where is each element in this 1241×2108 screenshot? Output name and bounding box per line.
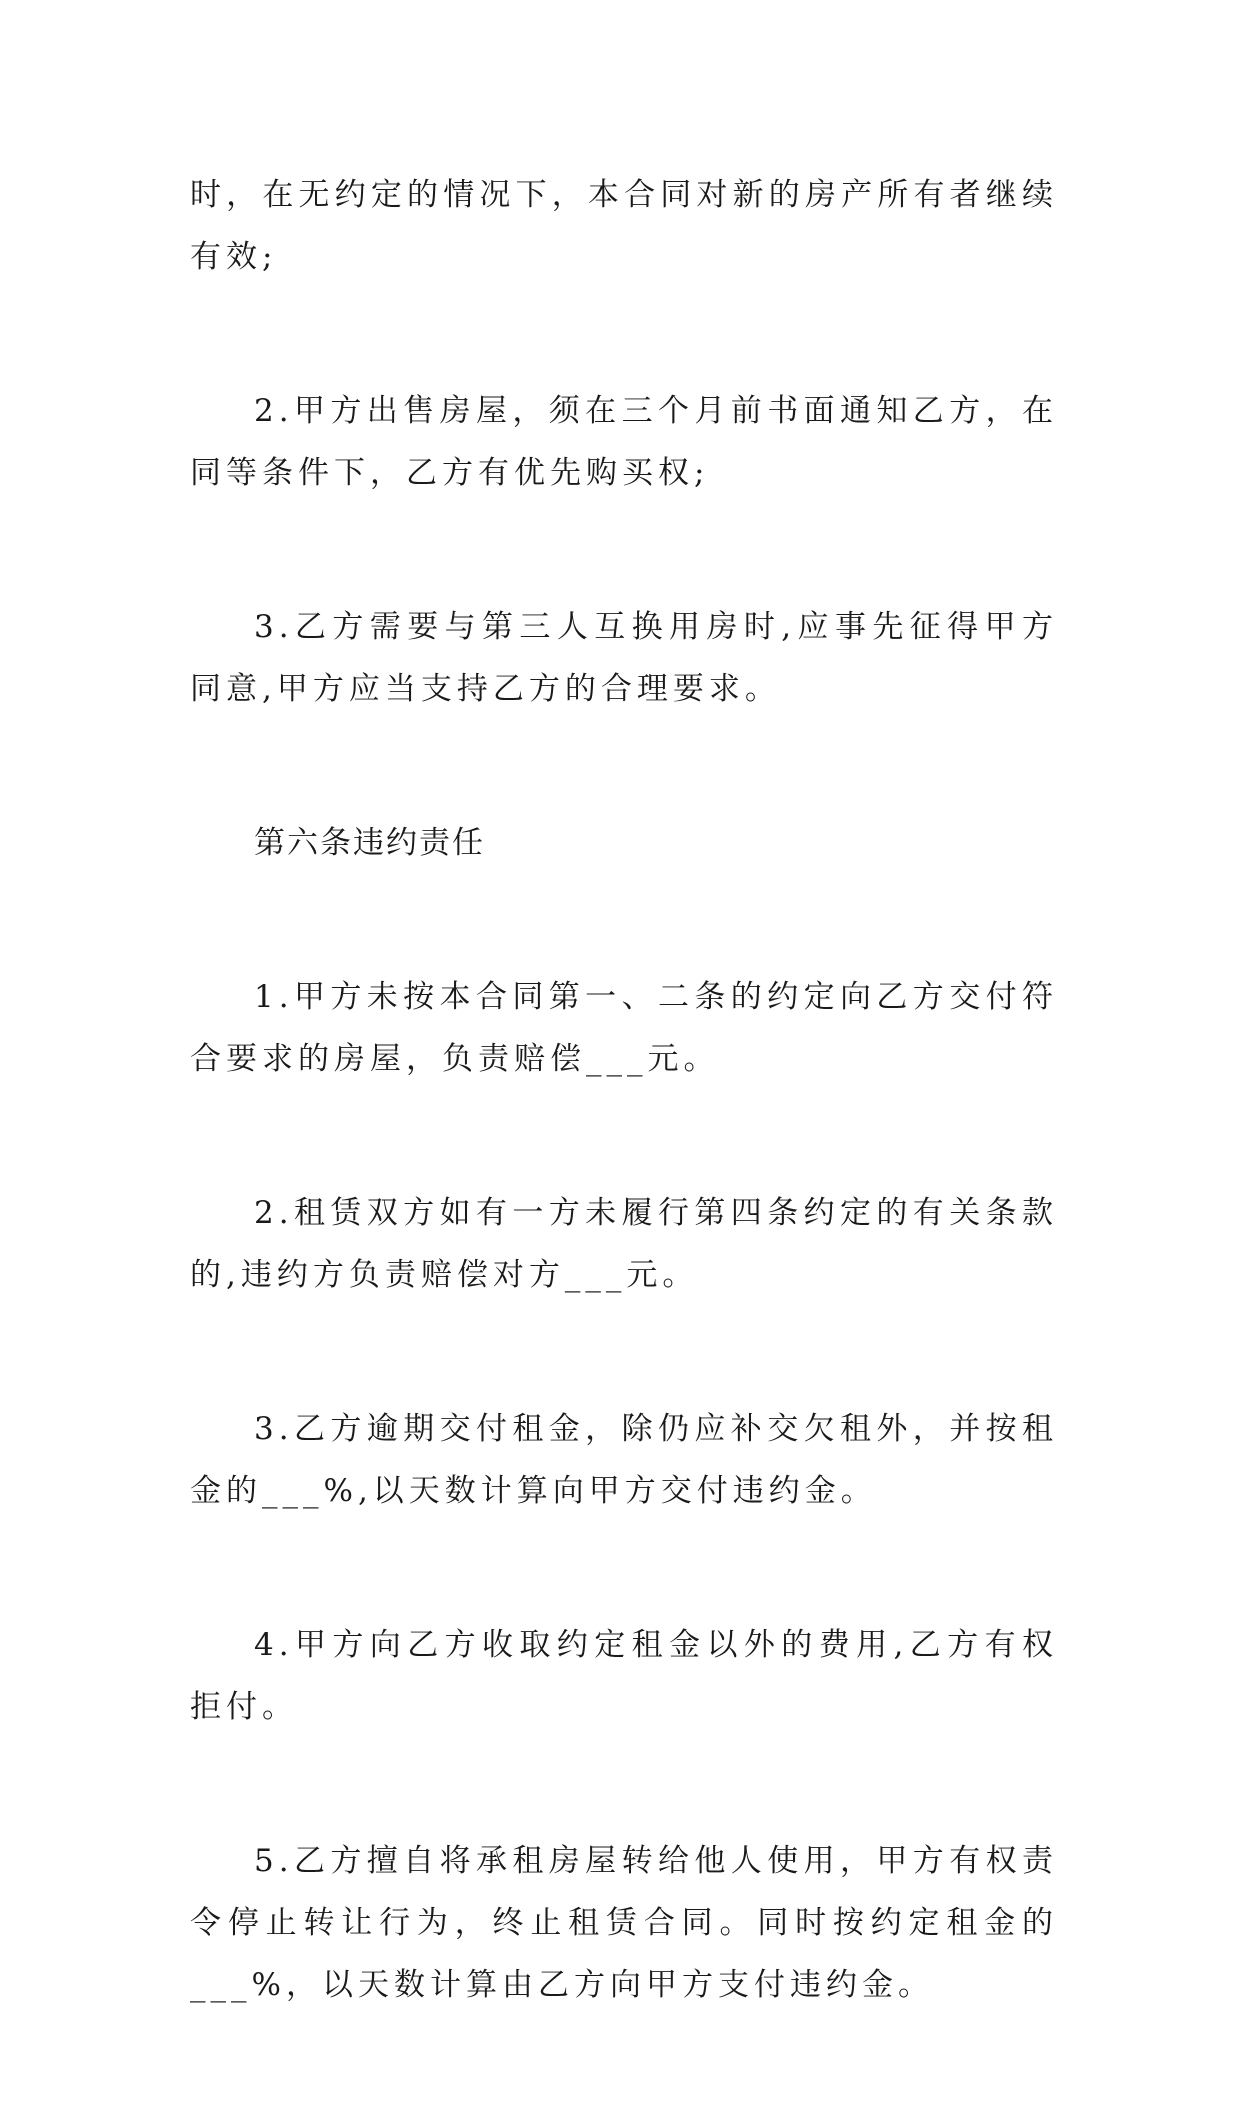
paragraph-clause-5-2: 2.甲方出售房屋，须在三个月前书面通知乙方，在同等条件下，乙方有优先购买权; — [190, 393, 1058, 491]
paragraph-clause-6-3: 3.乙方逾期交付租金，除仍应补交欠租外，并按租金的___%,以天数计算向甲方交付违约金。 — [190, 1411, 1058, 1509]
paragraph-clause-6-1: 1.甲方未按本合同第一、二条的约定向乙方交付符合要求的房屋，负责赔偿___元。 — [190, 979, 1058, 1077]
section-heading-article-6: 第六条违约责任 — [254, 825, 485, 861]
paragraph-clause-6-2: 2.租赁双方如有一方未履行第四条约定的有关条款的,违约方负责赔偿对方___元。 — [190, 1195, 1058, 1293]
paragraph-clause-6-4: 4.甲方向乙方收取约定租金以外的费用,乙方有权拒付。 — [190, 1627, 1058, 1725]
paragraph-clause-5-3: 3.乙方需要与第三人互换用房时,应事先征得甲方同意,甲方应当支持乙方的合理要求。 — [190, 609, 1058, 707]
document-body — [190, 164, 1058, 2108]
paragraph-continuation: 时，在无约定的情况下，本合同对新的房产所有者继续有效; — [190, 177, 1058, 275]
paragraph-clause-6-5: 5.乙方擅自将承租房屋转给他人使用，甲方有权责令停止转让行为，终止租赁合同。同时按约定租金的___%，以天数计算由乙方向甲方支付违约金。 — [190, 1843, 1058, 2003]
